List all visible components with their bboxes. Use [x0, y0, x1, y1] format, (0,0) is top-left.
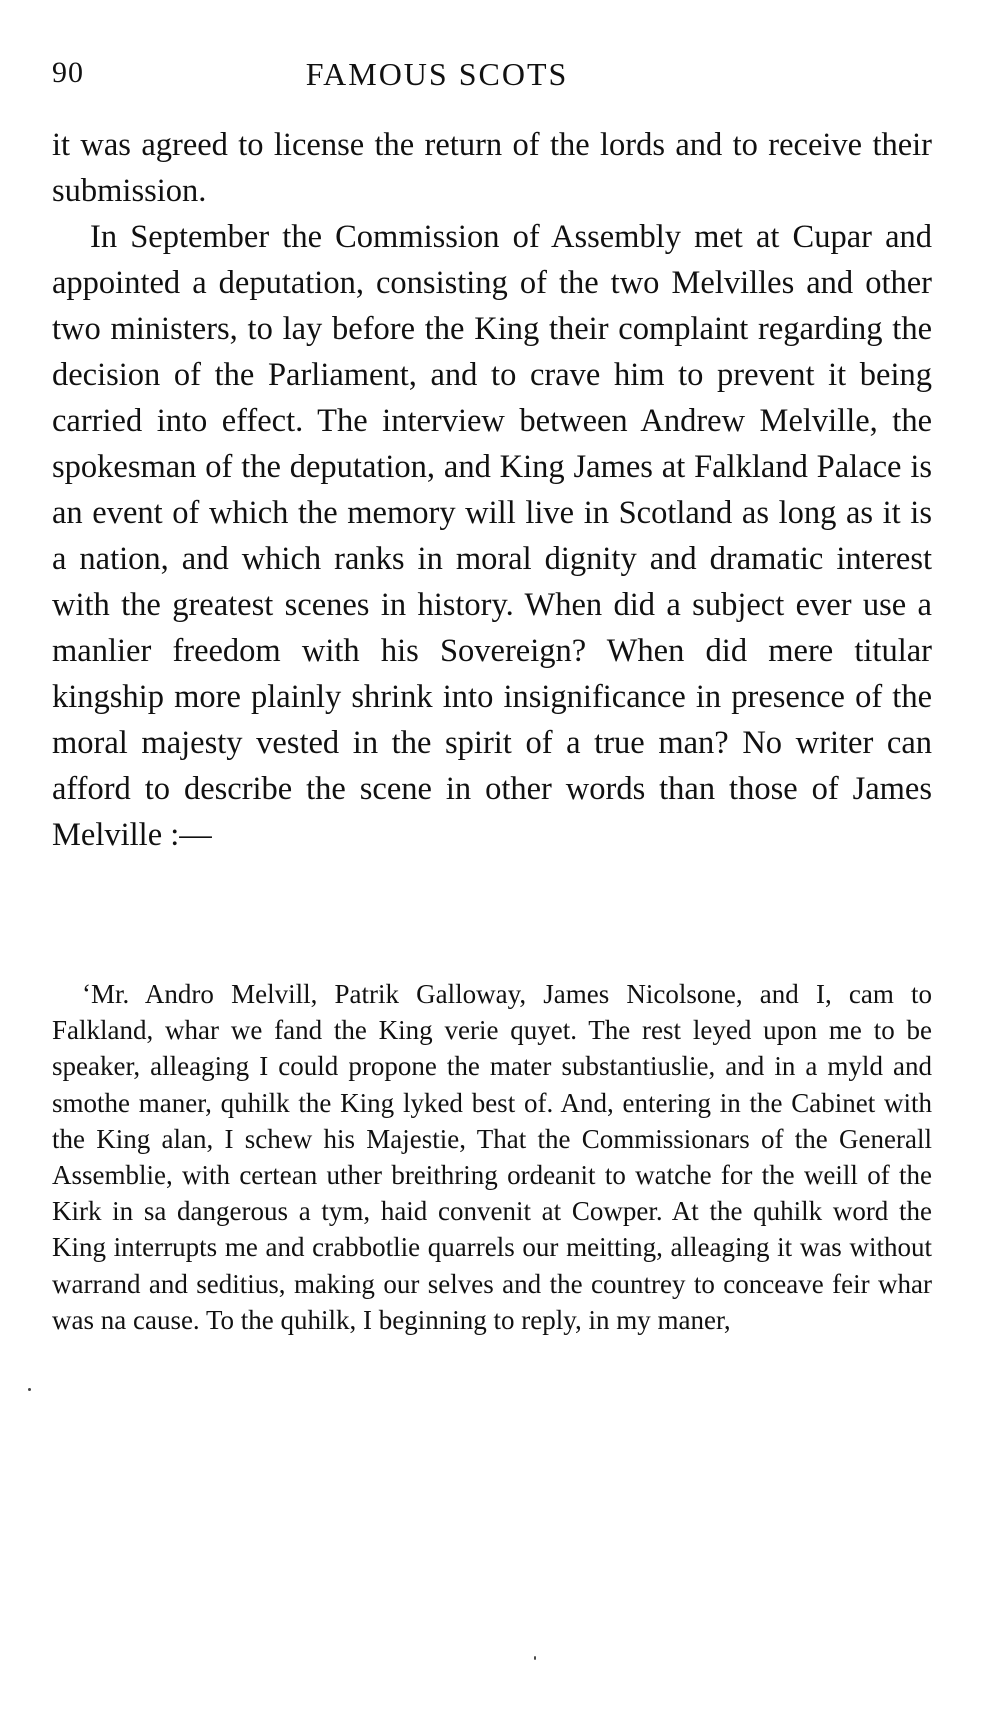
- scan-speck: [28, 1388, 31, 1391]
- running-title: FAMOUS SCOTS: [305, 56, 569, 92]
- body-text: [52, 122, 932, 858]
- scan-speck: [534, 1656, 536, 1660]
- page-number: 90: [52, 56, 84, 89]
- paragraph-main: In September the Commission of Assembly met at Cupar and appointed a deputation, consisting of the two Melvilles and other two ministers, to lay before the King their complaint regarding the decision of the Parliament, and to crave him to prevent it being carried into effect. The interview between Andrew Melville, the spokesman of the deputation, and King James at Falkland Palace is an event of which the memory will live in Scotland as long as it is a nation, and which ranks in moral dignity and dramatic interest with the greatest scenes in history. When did a subject ever use a manlier freedom with his Sovereign? When did mere titular kingship more plainly shrink into insignificance in presence of the moral majesty vested in the spirit of a true man? No writer can afford to describe the scene in other words than those of James Melville :—: [52, 219, 932, 853]
- block-quote: ‘Mr. Andro Melvill, Patrik Galloway, James Nicolsone, and I, cam to Falkland, whar we fand the King verie quyet. The rest leyed upon me to be speaker, alleaging I could propone the mater substantiuslie, and in a myld and smothe maner, quhilk the King lyked best of. And, entering in the Cabinet with the King alan, I schew his Majestie, That the Commissionars of the Generall Assemblie, with certean uther breithring ordeanit to watche for the weill of the Kirk in sa dangerous a tym, haid convenit at Cowper. At the quhilk word the King interrupts me and crabbotlie quarrels our meitting, alleaging it was without warrand and seditius, making our selves and the countrey to conceave feir whar was na cause. To the quhilk, I beginning to reply, in my maner,: [52, 979, 932, 1335]
- paragraph-continued: it was agreed to license the return of the lords and to receive their submission.: [52, 127, 932, 209]
- page-header: [52, 56, 932, 96]
